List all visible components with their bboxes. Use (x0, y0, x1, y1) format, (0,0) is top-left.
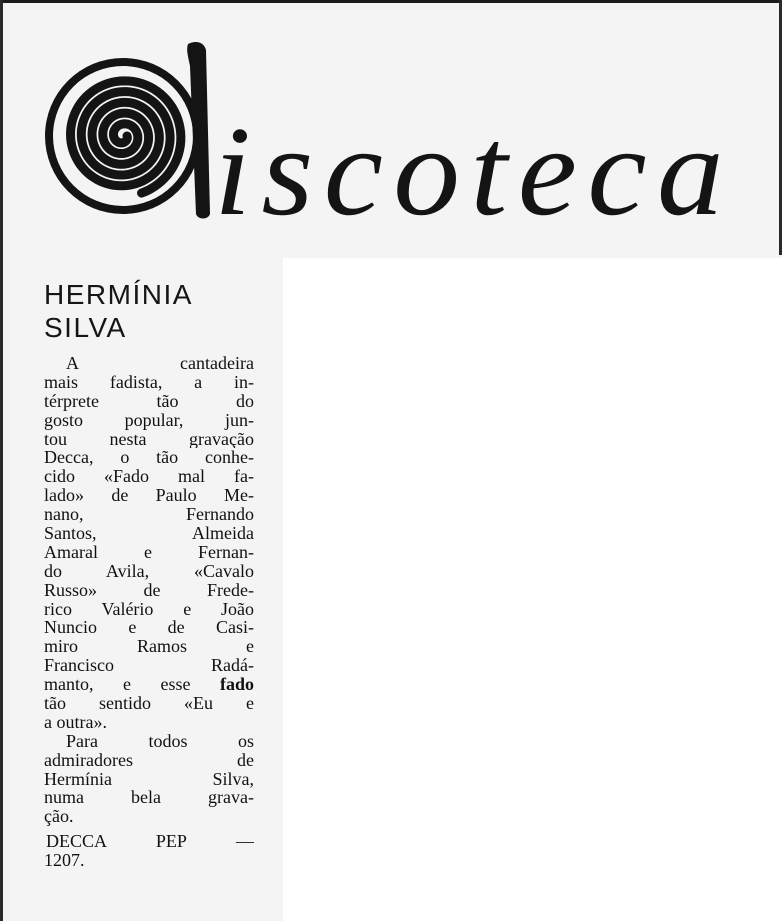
text-line: nano, Fernando (44, 505, 254, 525)
text-line: Francisco Radá- (44, 656, 254, 676)
scan-edge-left (0, 0, 3, 921)
text-line: tou nesta gravação (44, 429, 254, 449)
text-line: ção. (44, 807, 74, 827)
headline-line: SILVA (44, 312, 127, 343)
text-line: Nuncio e de Casi- (44, 618, 254, 638)
text-line: Amaral e Fernan- (44, 542, 254, 562)
text-line: mais fadista, a in- (44, 372, 254, 392)
text-line: DECCA PEP — (46, 832, 254, 852)
text-line: miro Ramos e (44, 637, 254, 657)
discoteca-masthead (38, 36, 748, 226)
section-title: iscoteca (214, 100, 734, 226)
text-line: admiradores de (44, 750, 254, 770)
text-bold-word: fado (220, 675, 254, 695)
scan-edge-top (0, 0, 782, 3)
text-line: tão sentido «Eu e (44, 694, 254, 713)
text-line: lado» de Paulo Me- (44, 486, 254, 506)
article-headline (44, 278, 254, 344)
text-line: gosto popular, jun- (44, 410, 254, 430)
catalog-number (38, 832, 254, 870)
text-line: cido «Fado mal fa- (44, 467, 254, 487)
text-line (38, 675, 254, 694)
text-line: Hermínia Silva, (44, 769, 254, 789)
blank-page-area (283, 258, 782, 921)
article-paragraph-2 (38, 732, 254, 826)
headline-line: HERMÍNIA (44, 279, 193, 310)
text-line: Santos, Almeida (44, 524, 254, 543)
text-line: numa bela grava- (44, 788, 254, 808)
text-line: térprete tão do (44, 391, 254, 411)
text-line: a outra». (44, 712, 107, 732)
text-line: A cantadeira (66, 354, 254, 373)
text-line: rico Valério e João (44, 599, 254, 619)
article-paragraph-1 (38, 354, 254, 732)
text-fragment: manto, e esse (44, 675, 191, 695)
text-line: Russo» de Frede- (44, 580, 254, 600)
text-line: Para todos os (66, 731, 254, 751)
text-line: 1207. (44, 851, 85, 871)
text-line: do Avila, «Cavalo (44, 561, 254, 581)
article-column (38, 278, 254, 870)
text-line: Decca, o tão conhe- (44, 448, 254, 468)
record-spiral-icon (45, 58, 201, 214)
